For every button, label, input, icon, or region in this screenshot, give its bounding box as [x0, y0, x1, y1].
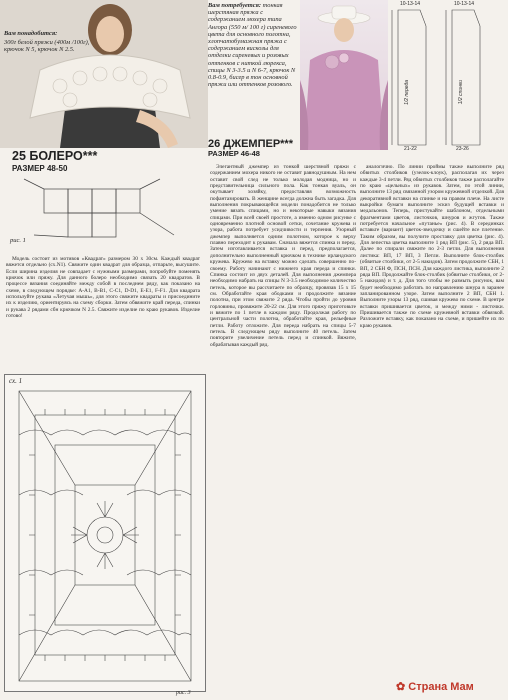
- jumper-instructions-col2: [360, 164, 504, 674]
- jumper-col2-text: аналогично. По линии проймы также выполните ряд обвитых столбиков (узелок-клоук), располагая их через каждые 3-4 петли. Ряд обвитых столбиков также располагайте по краю «цельных» из рукавов. Затем, по этой линии, выполните 13 ряд связанной узором кружевной отделкой. Для декоративной вставки на спинке и на правом плече. На листе выкройки бумаги выполните эскиз будущей вставки и медальонов. Теперь, пристукайте шаблоном, отдельными фрагментами цветов, листочков, шнуров и жгутов. Также потребуется начальное «путанье» (рис. 4). В серединках вставьте (вариант) цветок-звездочку и сшейте все плетение. Таким образом, вы получите проставку для цветка (рис. 4). Для лепестка цветка выполните 1 ряд ВП (рис. 5), 2 ряда ВП. Далее по спирали свяжите по 2-3 петли. Для выполнения листика: ВП, 17 ВП, 3 Петли. Выполните блок-столбик (обвитые столбики, от 2-5 накидов). Затем продолжите СБН, 1 ВП, 2 СБН Ф, ПСН, ПСН. Для каждого листика, выполните 2 ряда ВП. Продолжайте блок-столбик (обвитые столбики, от 2-5 накидов) и т. д. Для того чтобы не размыть рисунок, вам будет необходимо работать по направлению шнура в заранее запланированном узоре. Затем выполните 2 ВП, СБН 1. Выполните узоры 13 ряд, сшивая кружево по схеме. В центре вставки пришивается цветок, и между ними - листочки. Пришивается также по схеме кружевной вставки обвязкой. Разложите вставку, как показано на схеме, и пришейте их по краю рукавов.: [360, 164, 504, 329]
- jumper-photo: [300, 0, 388, 150]
- bolero-pattern-sketch: [4, 175, 204, 253]
- jumper-label-top-left: 10-13-14: [400, 1, 421, 7]
- chart-label: сх. 1: [9, 377, 23, 385]
- bolero-title-block: [12, 150, 202, 173]
- jumper-model-illustration: [300, 0, 388, 150]
- site-watermark: ✿ Страна Мам: [396, 681, 474, 693]
- bolero-size: РАЗМЕР 48-50: [12, 164, 68, 173]
- bolero-title: 25 БОЛЕРО***: [12, 149, 98, 163]
- crochet-symbol-chart: [5, 375, 205, 691]
- watermark-logo-icon: ✿: [396, 681, 406, 693]
- bolero-assembly-diagram: [4, 175, 204, 253]
- jumper-label-back: 1/2 спинки: [458, 80, 464, 105]
- bolero-model-illustration: [0, 0, 208, 148]
- jumper-materials-title: Вам потребуется:: [208, 2, 262, 9]
- bolero-instructions-text: Модель состоит из мотивов «Квадрат» размером 30 х 30см. Каждый квадрат вяжется отдельно (сх.N1). Свяжите один квадрат для образца, отпарьте, высушите. Если ширина изделия не совпадает с нужными размерами, попробуйте поменять крючок или пряжу. Для данного болеро необходимо связать 20 квадратов. В процессе вязания соединяйте между собой в последнем ряду, как показано на схеме, в следующем порядке: A-A1, B-B1, C-C1, D-D1, E-E1, F-F1. Для квадрата используйте рукава «Летучая мышь», для этого свяжите квадраты и присоедините их к изделию, ориентируясь на схему сборки. Затем обвяжите край переда, спинки и рукава 2 рядами сбн крючком N 2.5. Свяжите изделие по краю рукавов. Изделие готово!: [6, 256, 200, 320]
- jumper-label-front: 1/2 переда: [404, 80, 410, 105]
- jumper-instructions-col1: [210, 164, 356, 692]
- chart-caption: рис. 3: [176, 690, 191, 696]
- bolero-materials: [4, 30, 90, 54]
- jumper-title: 26 ДЖЕМПЕР***: [208, 138, 293, 150]
- jumper-title-block: [208, 138, 318, 158]
- jumper-materials: [208, 2, 300, 88]
- jumper-size: РАЗМЕР 46-48: [208, 149, 260, 158]
- jumper-pattern-sketch: [390, 0, 508, 160]
- bolero-materials-text: 300г белой пряжи (400м /100г), крючок N 5, крючок N 2.5.: [4, 39, 90, 54]
- crochet-chart: [4, 374, 206, 692]
- jumper-col1-text: Элегантный джемпер из тонкой шерстяной пряжи с содержанием мохера никого не оставит равнодушным. На нем оставит свой след не только молодая модница, но и представительница сильного пола. Как тонкая вуаль, он окутывает хозяйку, предоставляя возможность пофантазировать. В женщине всегда должна быть загадка. Для выполнения покрывающейся модели понадобится не только умение вязать спицами, но и некоторые навыки вязания спицами. При всей своей простоте, а именно одном рисунке с одновременно плотной основой сетки, сочетание кружева и узора, работа потребует усидчивости и терпения. Узорный джемпер выполняется одним полотном, которое к верху плавно переходит к рукавам. Сначала вяжется спинка и перед. Затем изготавливается вставка и перед, предполагается, дополнительно выполненный крючком в технике ирландского кружева. Кружево на вставку можно сделать совершенно по-своему. Работу начинают с нижнего края переда и спинки. Спинка состоит из двух деталей. Для выполнения джемпера необходимо набрать на спицы N 3-3.5 необходимое количество петель, которое вы рассчитаете по образцу, провязав 15 х 15 см. Обработайте края ободками и продолжите вязание полотна, при этом свяжите 2 ряда. Чтобы пройти до уровня горловины, провяжите 20-22 см. Для этого пряжу приготовьте и вяжите по 1 петле в каждом ряду. Продолжая работу по центральной части полотна, обработайте края, рельефные петли. Работу отложите. Для переда набрать на спицы 5-7 петель. В следующем ряду выполните 40 петель. Затем повторите увеличение петель перед и спинкой. Вяжите, обрабатывая каждый ряд.: [210, 164, 356, 348]
- jumper-label-top-right: 10-13-14: [454, 1, 475, 7]
- jumper-label-width-right: 23-26: [456, 146, 469, 152]
- bolero-materials-title: Вам понадобится:: [4, 30, 58, 37]
- bolero-photo: [0, 0, 208, 148]
- bolero-pattern-label: рис. 1: [10, 237, 26, 244]
- bolero-instructions: [6, 256, 200, 366]
- jumper-materials-text: тонкая шерстяная пряжа с содержанием мохера типа Ангора (550 м/ 100 г) сиреневого цвета для основного полотна, хлопчатобумажная пряжа с содержанием вискозы для отделки сиреневых и розовых оттенков с ниткой люрекса, спицы N 3-3.5 и N 6-7, крючок N 0.8-0.9, бисер в тон основной пряжи или оттенков розового.: [208, 2, 297, 89]
- jumper-label-width-left: 21-22: [404, 146, 417, 152]
